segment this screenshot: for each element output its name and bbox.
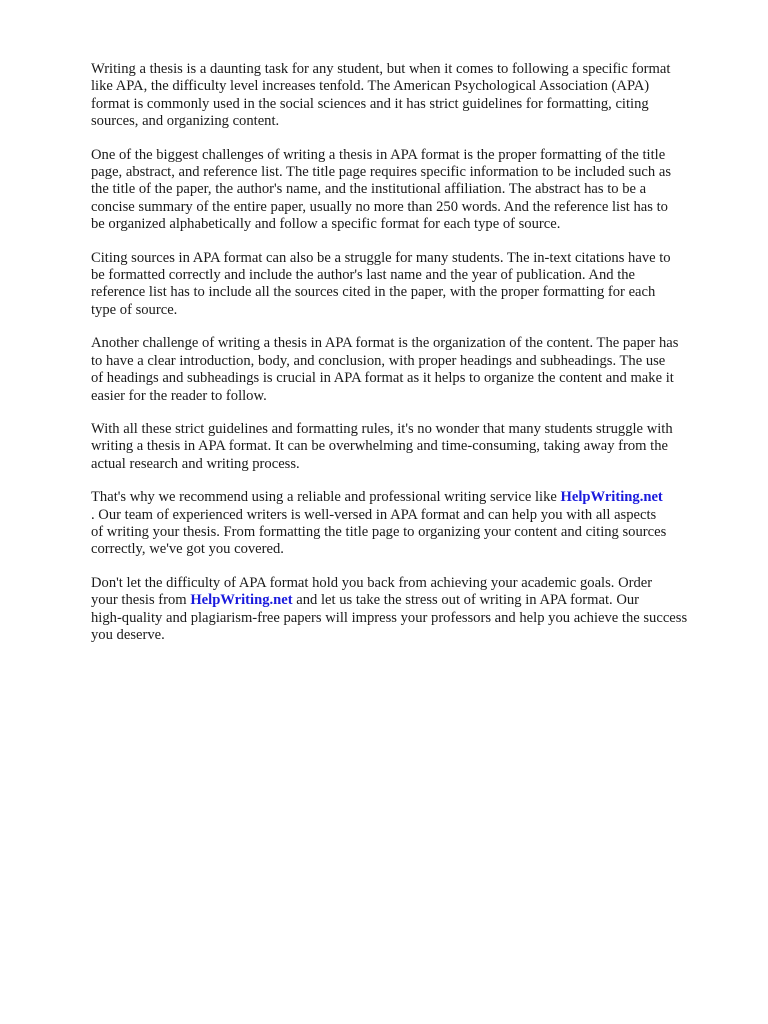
helpwriting-link[interactable]: HelpWriting.net [560, 489, 663, 506]
paragraph-intro: Writing a thesis is a daunting task for any student, but when it comes to following a specific format like APA, the difficulty level increases tenfold. The American Psychological Association (APA) format is commonly used in the social sciences and it has strict guidelines for formatting, citing sources, and organizing content. [91, 61, 671, 130]
paragraph-organization: Another challenge of writing a thesis in APA format is the organization of the content. The paper has to have a clear introduction, body, and conclusion, with proper headings and subheadings. The use of headings and subheadings is crucial in APA format as it helps to organize the content and make it easier for the reader to follow. [91, 335, 679, 404]
paragraph-citing-sources: Citing sources in APA format can also be a struggle for many students. The in-text citations have to be formatted correctly and include the author's last name and the year of publication. And the reference list has to include all the sources cited in the paper, with the proper formatting for each type of source. [91, 249, 671, 318]
recommendation-text-after: . Our team of experienced writers is well-versed in APA format and can help you with all aspects of writing your thesis. From formatting the title page to organizing your content and citing sources correctly, we've got you covered. [91, 506, 667, 558]
document-body [91, 61, 728, 660]
closing-text-after: and let us take the stress out of writing in APA format. Our high-quality and plagiarism-free papers will impress your professors and help you achieve the success you deserve. [91, 592, 688, 643]
recommendation-text-before: That's why we recommend using a reliable and professional writing service like [91, 489, 561, 506]
helpwriting-link-closing[interactable]: HelpWriting.net [190, 592, 293, 609]
paragraph-closing [91, 575, 728, 645]
paragraph-formatting-challenges: One of the biggest challenges of writing a thesis in APA format is the proper formatting of the title page, abstract, and reference list. The title page requires specific information to be included such as the title of the paper, the author's name, and the institutional affiliation. The abstract has to be a concise summary of the entire paper, usually no more than 250 words. And the reference list has to be organized alphabetically and follow a specific format for each type of source. [91, 146, 672, 233]
paragraph-struggle: With all these strict guidelines and formatting rules, it's no wonder that many students struggle with writing a thesis in APA format. It can be overwhelming and time-consuming, taking away from the actual research and writing process. [91, 420, 673, 472]
paragraph-recommendation [91, 489, 728, 559]
closing-text-before: Don't let the difficulty of APA format hold you back from achieving your academic goals. Order your thesis from [91, 574, 653, 609]
